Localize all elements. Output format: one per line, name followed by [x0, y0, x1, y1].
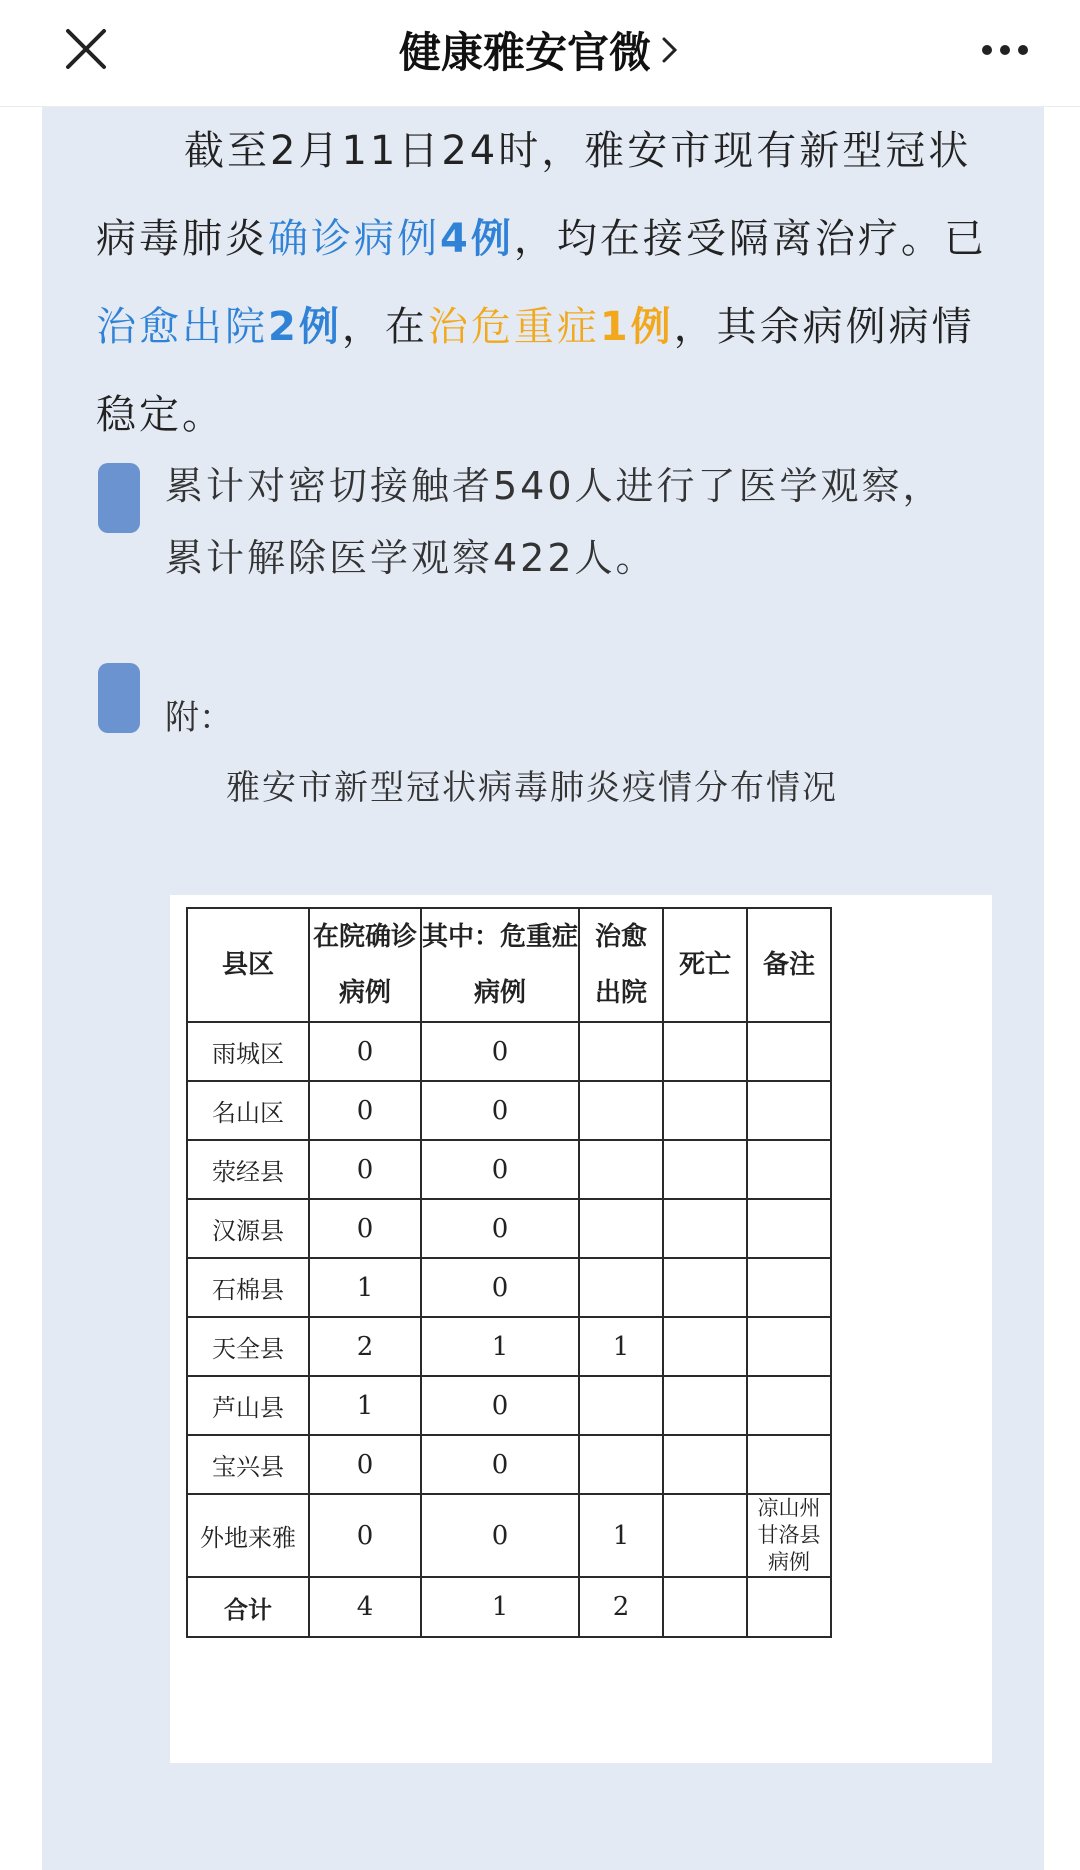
more-dots-icon[interactable] [975, 30, 1035, 70]
table-row: 雨城区 0 0 [187, 1022, 831, 1081]
header-county: 县区 [187, 908, 309, 1022]
table-row: 天全县 2 1 1 [187, 1317, 831, 1376]
table-header-row [187, 908, 831, 1022]
table-title: 雅安市新型冠状病毒肺炎疫情分布情况 [226, 768, 838, 808]
distribution-table [186, 907, 832, 1638]
severe-highlight: 治危重症1例 [427, 304, 674, 350]
table-row: 石棉县 1 0 [187, 1258, 831, 1317]
table-row: 汉源县 0 0 [187, 1199, 831, 1258]
header-confirmed: 在院确诊 病例 [309, 908, 421, 1022]
cured-highlight: 治愈出院2例 [96, 304, 342, 350]
table-row: 芦山县 1 0 [187, 1376, 831, 1435]
summary-paragraph: 截至2月11日24时，雅安市现有新型冠状病毒肺炎确诊病例4例，均在接受隔离治疗。已治愈出院2例，在治危重症1例，其余病例病情稳定。 [96, 128, 987, 438]
page-title: 健康雅安官微 [398, 28, 651, 77]
section-marker [98, 663, 140, 733]
table-row: 宝兴县 0 0 [187, 1435, 831, 1494]
header-cured: 治愈 出院 [579, 908, 663, 1022]
table-row: 外地来雅 0 0 1 凉山州甘洛县病例 [187, 1494, 831, 1577]
appendix-label: 附： [165, 698, 233, 738]
top-nav-bar [0, 0, 1080, 107]
chevron-right-icon [659, 33, 681, 67]
section-marker [98, 463, 140, 533]
account-title-link[interactable] [0, 0, 1080, 100]
header-severe: 其中：危重症 病例 [421, 908, 579, 1022]
table-row: 荥经县 0 0 [187, 1140, 831, 1199]
distribution-table-image [170, 895, 992, 1763]
table-row: 名山区 0 0 [187, 1081, 831, 1140]
header-notes: 备注 [747, 908, 831, 1022]
contact-tracing-text: 累计对密切接触者540人进行了医学观察，累计解除医学观察422人。 [165, 464, 944, 580]
header-deaths: 死亡 [663, 908, 747, 1022]
confirmed-highlight: 确诊病例4例 [268, 216, 514, 262]
table-total-row: 合计 4 1 2 [187, 1577, 831, 1637]
